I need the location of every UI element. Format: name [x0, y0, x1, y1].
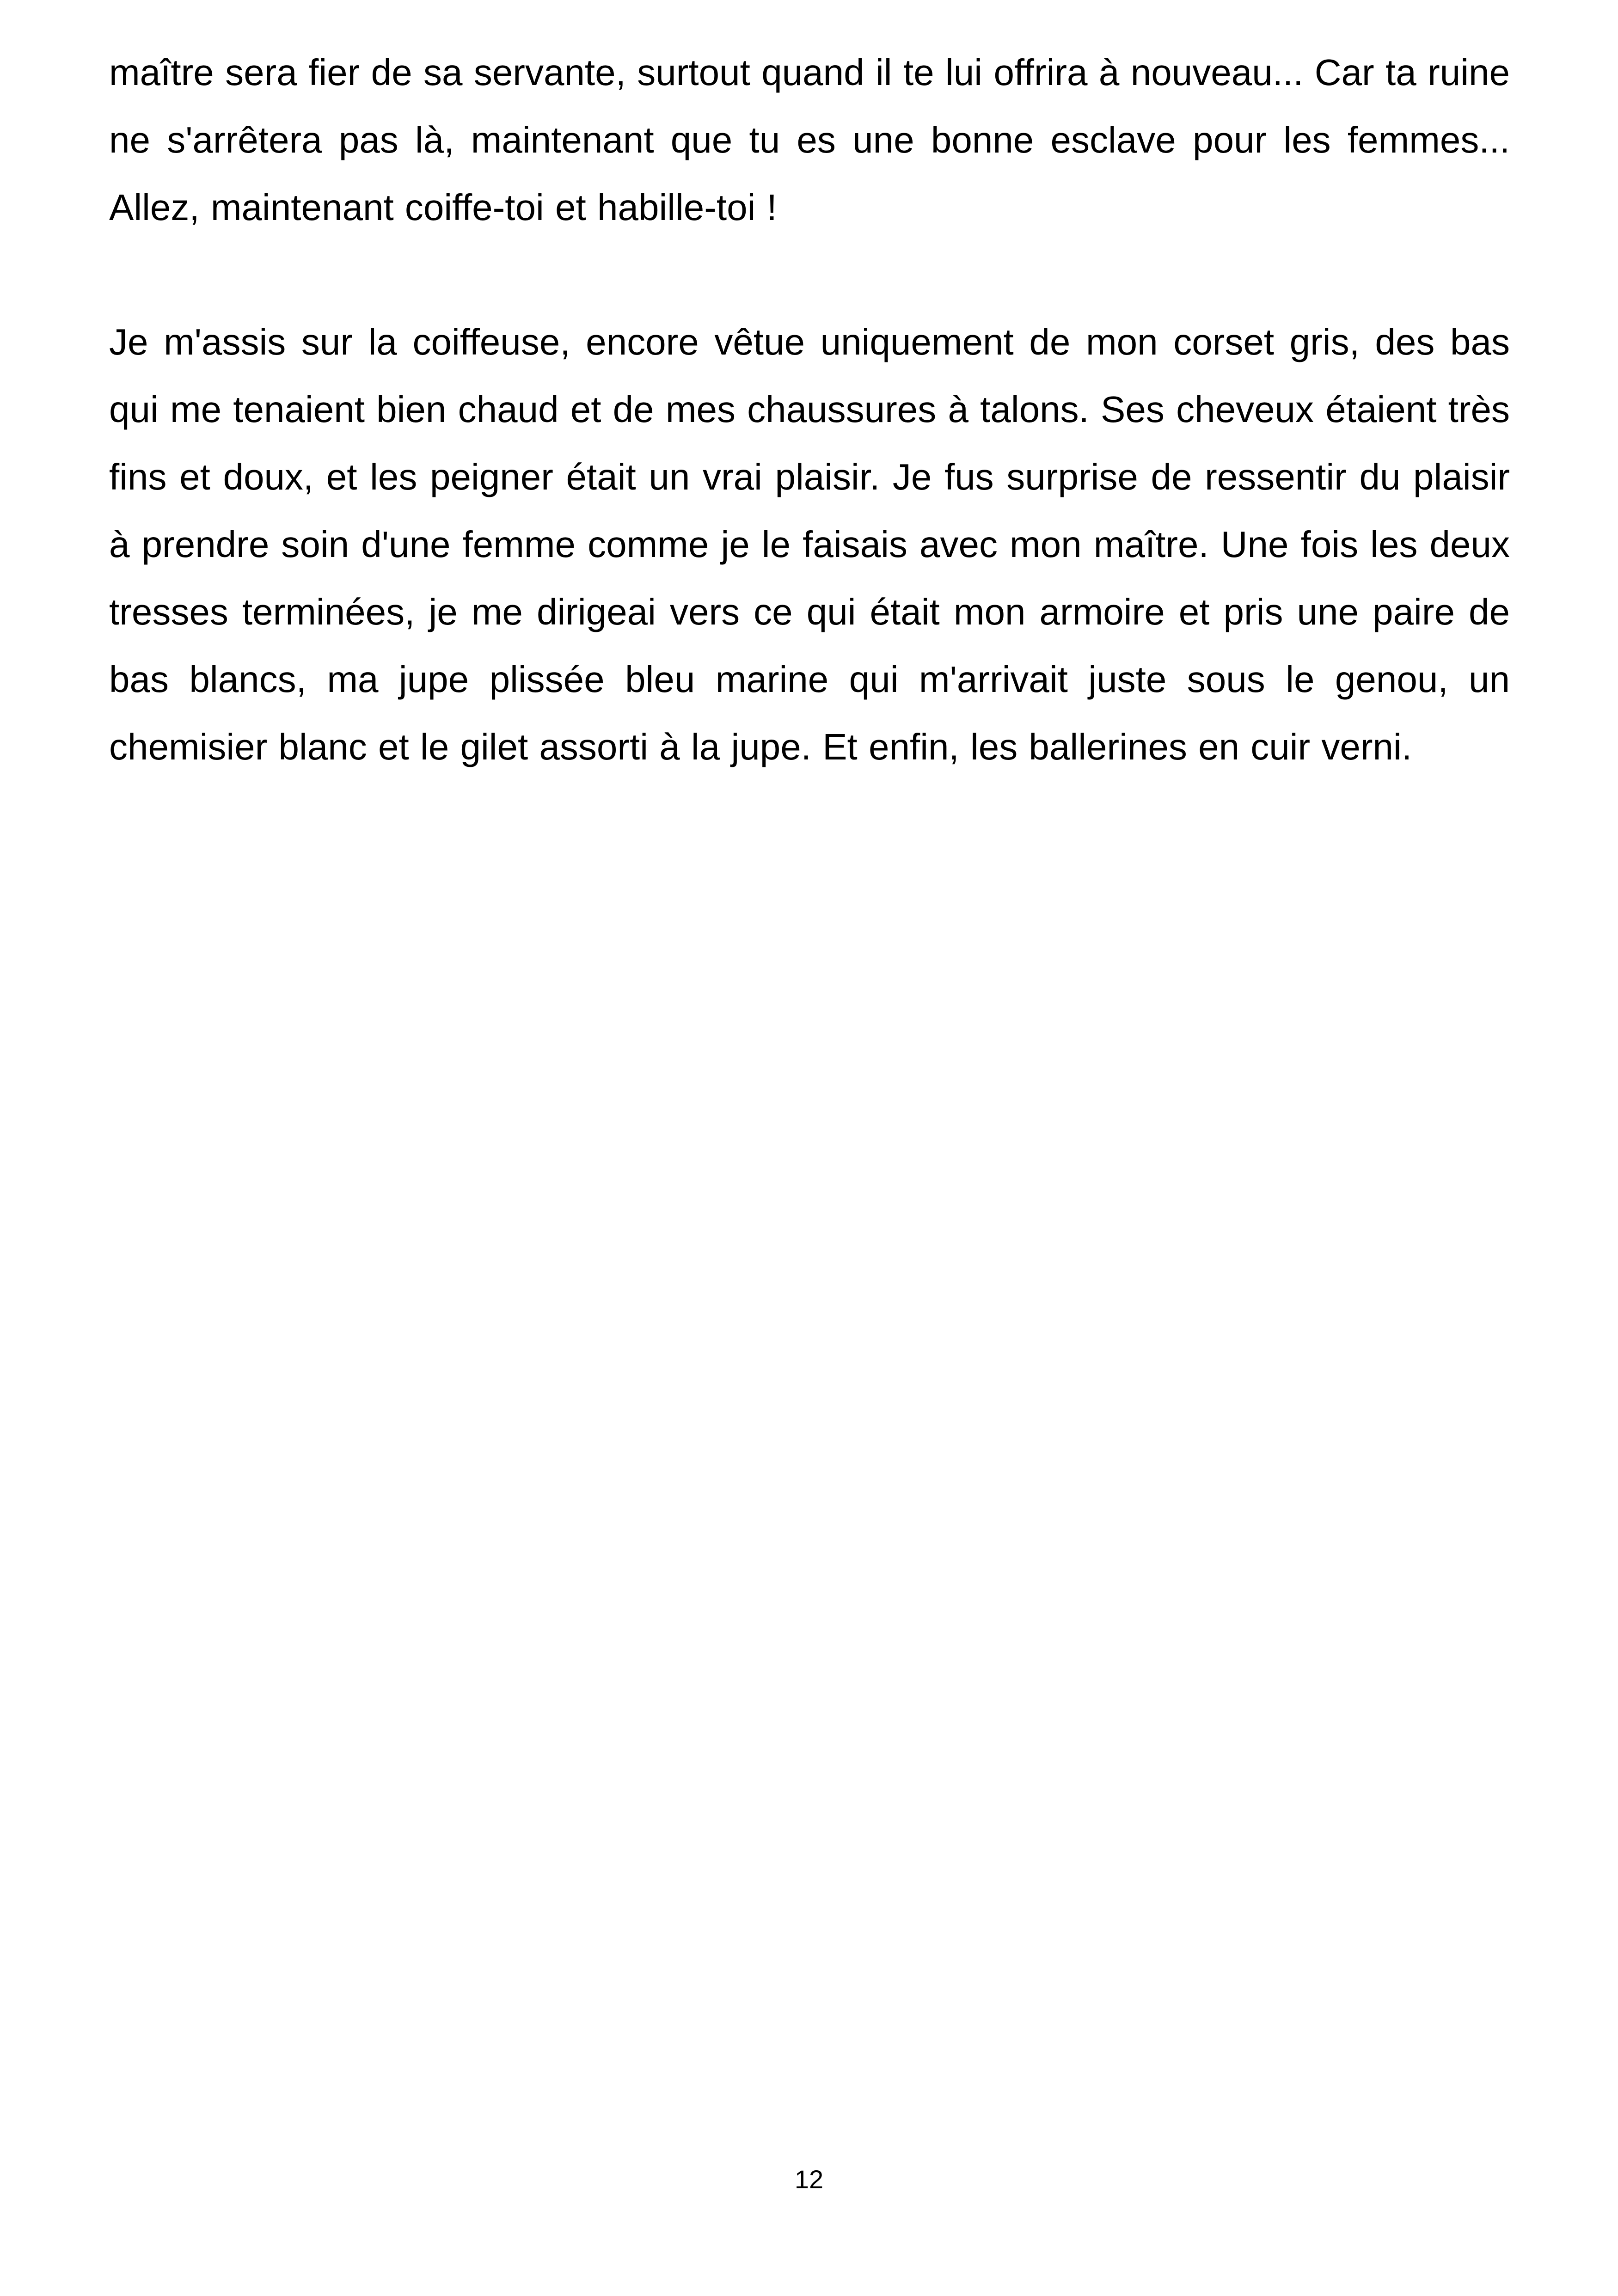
paragraph-2: Je m'assis sur la coiffeuse, encore vêtue uniquement de mon corset gris, des bas qui me tenaient bien chaud et de mes chaussures à talons. Ses cheveux étaient très fins et doux, et les peigner était un vrai plaisir. Je fus surprise de ressentir du plaisir à prendre soin d'une femme comme je le faisais avec mon maître. Une fois les deux tresses terminées, je me dirigeai vers ce qui était mon armoire et pris une paire de bas blancs, ma jupe plissée bleu marine qui m'arrivait juste sous le genou, un chemisier blanc et le gilet assorti à la jupe. Et enfin, les ballerines en cuir verni.: [109, 321, 1510, 767]
paragraph-1: maître sera fier de sa servante, surtout quand il te lui offrira à nouveau... Car ta ruine ne s'arrêtera pas là, maintenant que tu es une bonne esclave pour les femmes... Allez, maintenant coiffe-toi et habille-toi !: [109, 52, 1510, 228]
page-number: 12: [794, 2165, 824, 2194]
